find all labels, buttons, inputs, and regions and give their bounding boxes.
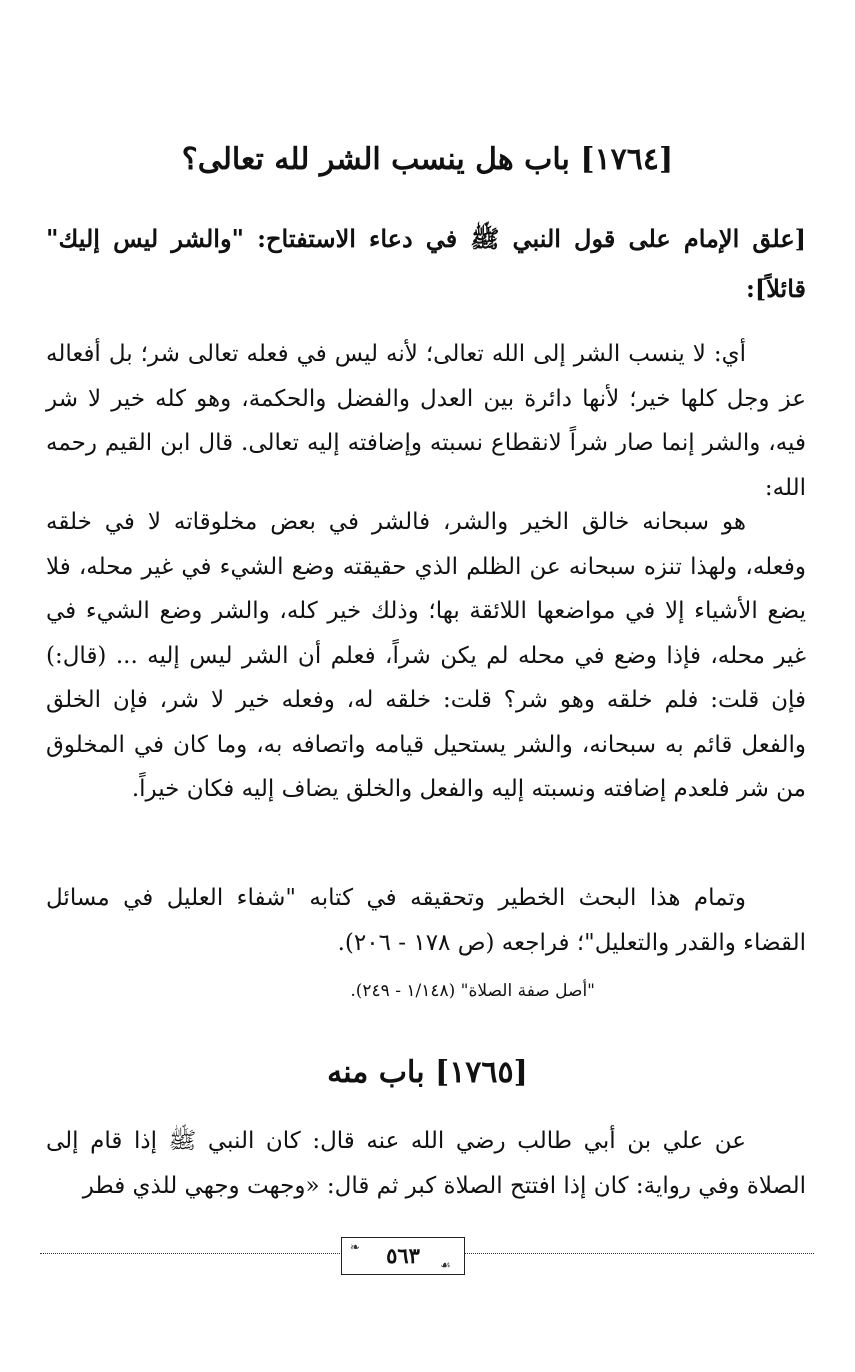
paragraph-explanation: أي: لا ينسب الشر إلى الله تعالى؛ لأنه ليس في فعله تعالى شر؛ بل أفعاله عز وجل كلها خير؛ لأنها دائرة بين العدل والفضل والحكمة، وهو كله خير لا شر فيه، والشر إنما صار شراً لانقطاع نسبته وإضافته إليه تعالى. قال ابن القيم رحمه الله: (46, 341, 806, 501)
source-reference: "أصل صفة الصلاة" (١/١٤٨ - ٢٤٩). (350, 981, 595, 1001)
paragraph-ibn-qayyim-quote: هو سبحانه خالق الخير والشر، فالشر في بعض مخلوقاته لا في خلقه وفعله، ولهذا تنزه سبحانه عن الظلم الذي حقيقته وضع الشيء في غير محله، فلا يضع الأشياء إلا في مواضعها اللائقة بها؛ وذلك خير كله، والشر وضع الشيء في غير محله، فإذا وضع في محله لم يكن شراً، فعلم أن الشر ليس إليه ... (قال:) فإن قلت: فلم خلقه وهو شر؟ قلت: خلقه له، وفعله خير لا شر، فإن الخلق والفعل قائم به سبحانه، والشر يستحيل قيامه واتصافه به، وما كان في المخلوق من شر فلعدم إضافته ونسبته إليه والفعل والخلق يضاف إليه فكان خيراً. (46, 509, 806, 802)
corner-ornament-icon: ☙ (440, 1258, 451, 1272)
footer-rule-left (40, 1253, 340, 1254)
page-number: ٥٦٣ (341, 1237, 465, 1275)
paragraph-further-reading: وتمام هذا البحث الخطير وتحقيقه في كتابه "شفاء العليل في مسائل القضاء والقدر والتعليل"؛ فراجعه (ص ١٧٨ - ٢٠٦). (46, 885, 806, 956)
paragraph-hadith: عن علي بن أبي طالب رضي الله عنه قال: كان النبي ﷺ إذا قام إلى الصلاة وفي رواية: كان إذا افتتح الصلاة كبر ثم قال: «وجهت وجهي للذي فطر (46, 1128, 806, 1199)
chapter-heading-1764: [١٧٦٤] باب هل ينسب الشر لله تعالى؟ (181, 142, 674, 177)
chapter-heading-1765: [١٧٦٥] باب منه (327, 1055, 528, 1090)
intro-note: [علق الإمام على قول النبي ﷺ في دعاء الاستفتاح: "والشر ليس إليك" قائلاً]: (46, 224, 806, 303)
footer-rule-right (464, 1253, 814, 1254)
corner-ornament-icon: ❧ (350, 1240, 361, 1254)
